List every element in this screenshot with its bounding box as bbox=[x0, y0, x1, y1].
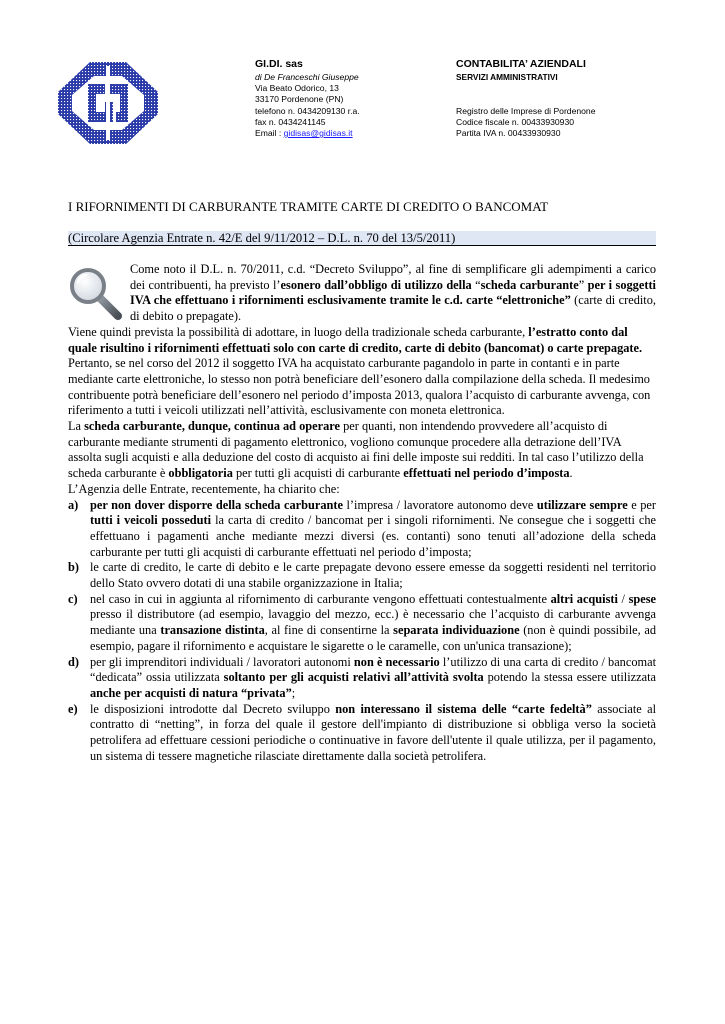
list-item-c: c) nel caso in cui in aggiunta al rifornimento di carburante vengono effettuati contestualmente altri acquisti / spese presso il distributore (ad esempio, lavaggio del mezzo, ecc.) è necessario che l’acquisto di carburante avvenga mediante una transazione distinta, al fine di consentirne la separata individuazione (non è quindi possibile, ad esempio, pagare il rifornimento e acquistare le sigarette o le caramelle, con un'unica transazione); bbox=[68, 591, 656, 653]
company-city: 33170 Pordenone (PN) bbox=[255, 94, 344, 105]
email-link[interactable]: gidisas@gidisas.it bbox=[283, 128, 353, 139]
company-phone: telefono n. 0434209130 r.a. bbox=[255, 105, 360, 116]
company-info bbox=[255, 58, 360, 139]
services-name: CONTABILITA’ AZIENDALI bbox=[456, 58, 586, 70]
paragraph-4: La scheda carburante, dunque, continua ad operare per quanti, non intendendo provvedere all’acquisto di carburante mediante strumenti di pagamento elettronico, vogliono comunque procedere alla detrazione dell’IVA assolta sugli acquisti e alla deduzione del costo di acquisto ai fini delle imposte sui redditi. In tal caso l’utilizzo della scheda carburante è obbligatoria per tutti gli acquisti di carburante effettuati nel periodo d’imposta. bbox=[68, 419, 644, 481]
company-name: GI.DI. sas bbox=[255, 58, 303, 70]
services-info bbox=[456, 58, 596, 139]
company-fax: fax n. 0434241145 bbox=[255, 116, 326, 127]
list-item-e: e) le disposizioni introdotte dal Decreto sviluppo non interessano il sistema delle “carte fedeltà” associate al contratto di “netting”, in forza del quale il gestore dell'impianto di distribuzione si obbliga verso la società petrolifera ad effettuare cessioni periodiche o continuative in favore dell'utente il quale utilizza, per il pagamento, un sistema di tessere magnetiche rilasciate direttamente dalla società petrolifera. bbox=[68, 701, 656, 763]
document-title: I RIFORNIMENTI DI CARBURANTE TRAMITE CARTE DI CREDITO O BANCOMAT bbox=[68, 199, 549, 214]
tax-code: Codice fiscale n. 00433930930 bbox=[456, 116, 575, 127]
vat-number: Partita IVA n. 00433930930 bbox=[456, 128, 561, 138]
paragraph-3: Pertanto, se nel corso del 2012 il soggetto IVA ha acquistato carburante pagandolo in parte in contanti e in parte mediante carte elettroniche, lo stesso non potrà beneficiare dell’esonero dalla compilazione della scheda. Il medesimo contribuente potrà beneficiare dell’esonero nel periodo d’imposta 2013, qualora l’acquisto di carburante avvenga, con riferimento a tutti i veicoli utilizzati nell’attività, esclusivamente con moneta elettronica. bbox=[68, 356, 651, 418]
company-email-line bbox=[255, 128, 360, 139]
services-subtitle: SERVIZI AMMINISTRATIVI bbox=[456, 72, 558, 82]
circular-reference: (Circolare Agenzia Entrate n. 42/E del 9/11/2012 – D.L. n. 70 del 13/5/2011) bbox=[68, 231, 656, 246]
paragraph-1: Come noto il D.L. n. 70/2011, c.d. “Decreto Sviluppo”, al fine di semplificare gli adempimenti a carico dei contribuenti, ha previsto l’esonero dall’obbligo di utilizzo della “scheda carburante” per i soggetti IVA che effettuano i rifornimenti esclusivamente tramite le c.d. carte “elettroniche” (carte di credito, di debito o prepagate). bbox=[130, 262, 656, 324]
list-item-d: d) per gli imprenditori individuali / lavoratori autonomi non è necessario l’utilizzo di una carta di credito / bancomat “dedicata” ossia utilizzata soltanto per gli acquisti relativi all’attività svolta potendo la stessa essere utilizzata anche per acquisti di natura “privata”; bbox=[68, 654, 657, 700]
company-address: Via Beato Odorico, 13 bbox=[255, 83, 339, 94]
paragraph-2: Viene quindi prevista la possibilità di adottare, in luogo della tradizionale scheda carburante, l’estratto conto dal quale risultino i rifornimenti effettuati solo con carte di credito, carte di debito (bancomat) o carte prepagate. bbox=[68, 324, 643, 355]
registry: Registro delle Imprese di Pordenone bbox=[456, 105, 596, 116]
company-owner: di De Franceschi Giuseppe bbox=[255, 72, 359, 82]
paragraph-5: L’Agenzia delle Entrate, recentemente, ha chiarito che: bbox=[68, 481, 340, 496]
list-item-b: b) le carte di credito, le carte di debito e le carte prepagate devono essere emesse da soggetti residenti nel territorio dello Stato ovvero dotati di una stabile organizzazione in Italia; bbox=[68, 560, 656, 591]
clarifications-list bbox=[68, 498, 656, 765]
document-body bbox=[68, 262, 656, 765]
gidi-logo bbox=[58, 62, 158, 144]
list-item-a: a) per non dover disporre della scheda carburante l’impresa / lavoratore autonomo deve utilizzare sempre e per tutti i veicoli posseduti la carta di credito / bancomat per i singoli rifornimenti. Ne consegue che i soggetti che effettuano i pagamenti anche mediante mezzi diversi (es. contanti) sono tenuti all’adozione della scheda carburante per tutti gli acquisti di carburante effettuati nel periodo d’imposta; bbox=[68, 497, 657, 559]
email-label: Email : bbox=[255, 128, 284, 139]
